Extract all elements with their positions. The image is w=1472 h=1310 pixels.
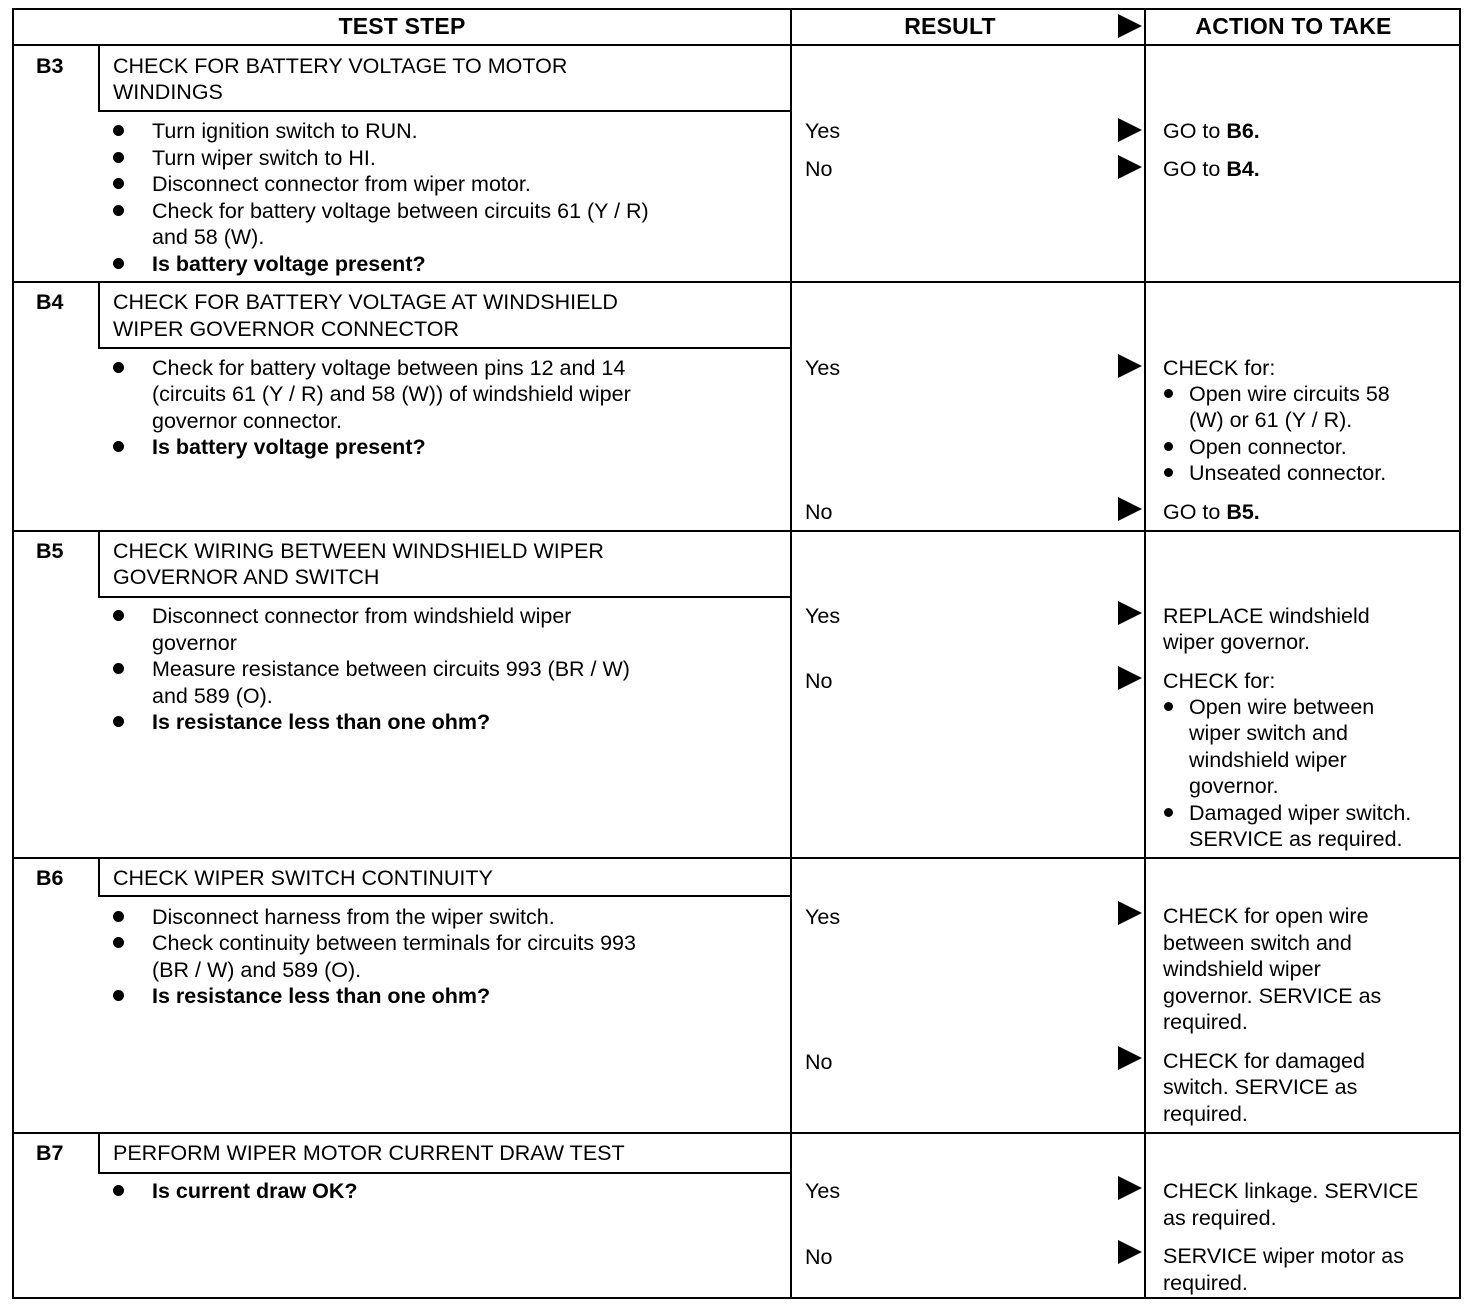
action-no: SERVICE wiper motor as <box>1163 1244 1404 1268</box>
step-item: governor connector. <box>152 409 343 433</box>
result-no: No <box>805 1245 833 1269</box>
step-question: Is current draw OK? <box>152 1179 358 1203</box>
bullet-icon <box>113 258 124 269</box>
id-divider <box>98 531 100 597</box>
step-item: Disconnect harness from the wiper switch. <box>152 905 555 929</box>
step-item: Disconnect connector from windshield wiper <box>152 604 572 628</box>
result-no: No <box>805 157 833 181</box>
title-rule <box>98 347 792 349</box>
result-no: No <box>805 500 833 524</box>
arrow-icon <box>1118 1046 1142 1070</box>
bullet-icon <box>113 937 124 948</box>
step-title: CHECK WIRING BETWEEN WINDSHIELD WIPER <box>113 539 604 563</box>
header-rule <box>12 44 1461 46</box>
id-divider <box>98 1133 100 1173</box>
id-divider <box>98 858 100 896</box>
column-divider <box>1144 8 1146 1299</box>
bullet-icon <box>113 990 124 1001</box>
step-title: PERFORM WIPER MOTOR CURRENT DRAW TEST <box>113 1141 625 1165</box>
action-no: CHECK for: <box>1163 669 1276 693</box>
step-id: B6 <box>36 866 64 890</box>
step-item: and 58 (W). <box>152 225 265 249</box>
step-item: Check for battery voltage between pins 12 and 14 <box>152 356 626 380</box>
title-rule <box>98 110 792 112</box>
bullet-icon <box>113 362 124 373</box>
step-title: WINDINGS <box>113 80 223 104</box>
row-rule <box>12 1132 1461 1134</box>
action-item: windshield wiper <box>1189 748 1347 772</box>
action-item: (W) or 61 (Y / R). <box>1189 408 1353 432</box>
action-no: required. <box>1163 1102 1248 1126</box>
action-yes: REPLACE windshield <box>1163 604 1370 628</box>
result-no: No <box>805 1050 833 1074</box>
result-yes: Yes <box>805 356 841 380</box>
action-item: Unseated connector. <box>1189 461 1387 485</box>
step-question: Is resistance less than one ohm? <box>152 984 491 1008</box>
step-title: CHECK FOR BATTERY VOLTAGE TO MOTOR <box>113 54 568 78</box>
action-no: switch. SERVICE as <box>1163 1075 1358 1099</box>
step-id: B3 <box>36 54 64 78</box>
action-no: CHECK for damaged <box>1163 1049 1365 1073</box>
bullet-icon <box>113 152 124 163</box>
column-divider <box>790 8 792 1299</box>
result-yes: Yes <box>805 1179 841 1203</box>
title-rule <box>98 596 792 598</box>
result-no: No <box>805 669 833 693</box>
arrow-icon <box>1118 1176 1142 1200</box>
arrow-icon <box>1118 901 1142 925</box>
action-yes: governor. SERVICE as <box>1163 984 1382 1008</box>
result-yes: Yes <box>805 119 841 143</box>
header-result: RESULT <box>904 13 996 39</box>
action-no: GO to B4. <box>1163 157 1260 181</box>
step-question: Is battery voltage present? <box>152 252 426 276</box>
bullet-icon <box>1164 702 1173 711</box>
action-yes: as required. <box>1163 1206 1277 1230</box>
bullet-icon <box>1164 808 1173 817</box>
action-item: governor. <box>1189 774 1279 798</box>
arrow-icon <box>1118 666 1142 690</box>
title-rule <box>98 895 792 897</box>
action-yes: GO to B6. <box>1163 119 1260 143</box>
action-item: Open wire circuits 58 <box>1189 382 1390 406</box>
step-id: B5 <box>36 539 64 563</box>
step-title: CHECK FOR BATTERY VOLTAGE AT WINDSHIELD <box>113 290 618 314</box>
action-yes: CHECK linkage. SERVICE <box>1163 1179 1419 1203</box>
action-yes: CHECK for open wire <box>1163 904 1369 928</box>
row-rule <box>12 530 1461 532</box>
step-item: (circuits 61 (Y / R) and 58 (W)) of windshield wiper <box>152 382 631 406</box>
action-no: required. <box>1163 1271 1248 1295</box>
step-question: Is resistance less than one ohm? <box>152 710 491 734</box>
action-yes: required. <box>1163 1010 1248 1034</box>
step-item: and 589 (O). <box>152 684 273 708</box>
header-test-step: TEST STEP <box>338 13 466 39</box>
step-title: GOVERNOR AND SWITCH <box>113 565 380 589</box>
result-yes: Yes <box>805 905 841 929</box>
row-rule <box>12 857 1461 859</box>
step-id: B7 <box>36 1141 64 1165</box>
action-item: Open connector. <box>1189 435 1347 459</box>
step-item: Turn wiper switch to HI. <box>152 146 376 170</box>
bullet-icon <box>113 205 124 216</box>
arrow-icon <box>1118 1240 1142 1264</box>
bullet-icon <box>113 716 124 727</box>
action-item: wiper switch and <box>1189 721 1348 745</box>
step-title: WIPER GOVERNOR CONNECTOR <box>113 317 460 341</box>
bullet-icon <box>113 178 124 189</box>
action-yes: CHECK for: <box>1163 356 1276 380</box>
step-item: Measure resistance between circuits 993 (BR / W) <box>152 657 630 681</box>
step-item: (BR / W) and 589 (O). <box>152 958 362 982</box>
arrow-icon <box>1118 354 1142 378</box>
step-item: Check for battery voltage between circuits 61 (Y / R) <box>152 199 649 223</box>
step-id: B4 <box>36 290 64 314</box>
action-yes: windshield wiper <box>1163 957 1321 981</box>
header-action: ACTION TO TAKE <box>1195 13 1392 39</box>
row-rule <box>12 281 1461 283</box>
action-no: GO to B5. <box>1163 500 1260 524</box>
arrow-icon <box>1118 601 1142 625</box>
action-item: SERVICE as required. <box>1189 827 1403 851</box>
bullet-icon <box>1164 442 1173 451</box>
arrow-icon <box>1118 155 1142 179</box>
bullet-icon <box>1164 389 1173 398</box>
bullet-icon <box>1164 468 1173 477</box>
bullet-icon <box>113 441 124 452</box>
bullet-icon <box>113 610 124 621</box>
action-yes: between switch and <box>1163 931 1352 955</box>
step-item: Disconnect connector from wiper motor. <box>152 172 531 196</box>
bullet-icon <box>113 911 124 922</box>
bullet-icon <box>113 663 124 674</box>
arrow-icon <box>1118 497 1142 521</box>
step-item: Check continuity between terminals for circuits 993 <box>152 931 636 955</box>
step-question: Is battery voltage present? <box>152 435 426 459</box>
action-item: Damaged wiper switch. <box>1189 801 1412 825</box>
arrow-icon <box>1118 14 1142 38</box>
title-rule <box>98 1172 792 1174</box>
step-title: CHECK WIPER SWITCH CONTINUITY <box>113 866 493 890</box>
id-divider <box>98 282 100 348</box>
action-item: Open wire between <box>1189 695 1375 719</box>
step-item: Turn ignition switch to RUN. <box>152 119 418 143</box>
bullet-icon <box>113 125 124 136</box>
step-item: governor <box>152 631 237 655</box>
action-yes: wiper governor. <box>1163 630 1310 654</box>
id-divider <box>98 45 100 111</box>
arrow-icon <box>1118 118 1142 142</box>
bullet-icon <box>113 1185 124 1196</box>
result-yes: Yes <box>805 604 841 628</box>
